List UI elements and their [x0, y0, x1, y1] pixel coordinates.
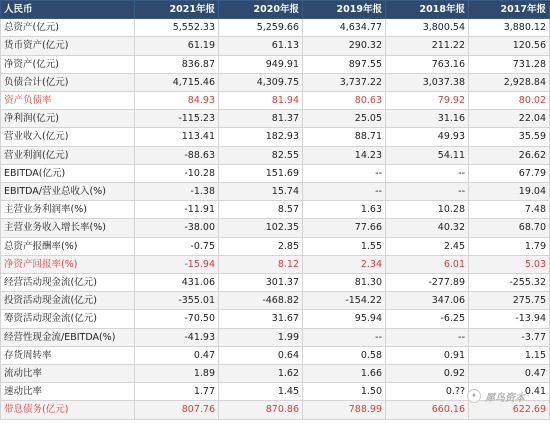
- value-cell: -355.01: [135, 292, 219, 310]
- value-cell: 763.16: [386, 55, 469, 73]
- table-row: [1, 19, 550, 37]
- table-row: [1, 37, 550, 55]
- value-cell: 182.93: [219, 128, 303, 146]
- value-cell: --: [303, 328, 386, 346]
- value-cell: 82.55: [219, 146, 303, 164]
- table-row: [1, 237, 550, 255]
- value-cell: 1.63: [303, 201, 386, 219]
- value-cell: -255.32: [469, 274, 550, 292]
- table-row: [1, 310, 550, 328]
- value-cell: 0.??: [386, 383, 469, 401]
- value-cell: -154.22: [303, 292, 386, 310]
- value-cell: 3,037.38: [386, 73, 469, 91]
- value-cell: 80.63: [303, 92, 386, 110]
- value-cell: 95.94: [303, 310, 386, 328]
- row-label: 流动比率: [1, 365, 135, 383]
- header-row: [1, 1, 550, 19]
- row-label: EBITDA/营业总收入(%): [1, 183, 135, 201]
- table-row: [1, 128, 550, 146]
- header-cell-year: 2021年报: [135, 1, 219, 19]
- value-cell: 15.74: [219, 183, 303, 201]
- value-cell: 88.71: [303, 128, 386, 146]
- value-cell: 2.45: [386, 237, 469, 255]
- table-body: [1, 19, 550, 419]
- row-label: 经营活动现金流(亿元): [1, 274, 135, 292]
- value-cell: 0.47: [135, 346, 219, 364]
- table-row: [1, 255, 550, 273]
- value-cell: -41.93: [135, 328, 219, 346]
- row-label: 速动比率: [1, 383, 135, 401]
- table-row: [1, 219, 550, 237]
- value-cell: 77.66: [303, 219, 386, 237]
- value-cell: -11.91: [135, 201, 219, 219]
- row-label: EBITDA(亿元): [1, 164, 135, 182]
- value-cell: 836.87: [135, 55, 219, 73]
- row-label: 营业利润(亿元): [1, 146, 135, 164]
- value-cell: 211.22: [386, 37, 469, 55]
- value-cell: 1.45: [219, 383, 303, 401]
- value-cell: 61.13: [219, 37, 303, 55]
- value-cell: 870.86: [219, 401, 303, 419]
- value-cell: -0.75: [135, 237, 219, 255]
- value-cell: -15.94: [135, 255, 219, 273]
- value-cell: 8.57: [219, 201, 303, 219]
- row-label: 净资产(亿元): [1, 55, 135, 73]
- value-cell: 113.41: [135, 128, 219, 146]
- row-label: 主营业务收入增长率(%): [1, 219, 135, 237]
- value-cell: 31.16: [386, 110, 469, 128]
- value-cell: 731.28: [469, 55, 550, 73]
- value-cell: --: [386, 183, 469, 201]
- value-cell: 0.92: [386, 365, 469, 383]
- value-cell: 3,737.22: [303, 73, 386, 91]
- value-cell: 19.04: [469, 183, 550, 201]
- value-cell: 14.23: [303, 146, 386, 164]
- value-cell: 1.50: [303, 383, 386, 401]
- value-cell: 120.56: [469, 37, 550, 55]
- value-cell: 3,880.12: [469, 19, 550, 37]
- value-cell: 290.32: [303, 37, 386, 55]
- value-cell: -13.94: [469, 310, 550, 328]
- value-cell: 40.32: [386, 219, 469, 237]
- row-label: 净利润(亿元): [1, 110, 135, 128]
- value-cell: 54.11: [386, 146, 469, 164]
- value-cell: 807.76: [135, 401, 219, 419]
- row-label: 营业收入(亿元): [1, 128, 135, 146]
- value-cell: 431.06: [135, 274, 219, 292]
- table-row: [1, 328, 550, 346]
- value-cell: 79.92: [386, 92, 469, 110]
- header-cell-year: 2017年报: [469, 1, 550, 19]
- value-cell: --: [386, 164, 469, 182]
- value-cell: 1.89: [135, 365, 219, 383]
- value-cell: 7.48: [469, 201, 550, 219]
- value-cell: --: [303, 183, 386, 201]
- value-cell: -3.77: [469, 328, 550, 346]
- row-label: 筹资活动现金流(亿元): [1, 310, 135, 328]
- watermark: [467, 388, 547, 404]
- value-cell: -38.00: [135, 219, 219, 237]
- row-label: 资产负债率: [1, 92, 135, 110]
- value-cell: -1.38: [135, 183, 219, 201]
- value-cell: 2.85: [219, 237, 303, 255]
- header-cell-year: 2020年报: [219, 1, 303, 19]
- value-cell: 622.69: [469, 401, 550, 419]
- value-cell: 5,259.66: [219, 19, 303, 37]
- value-cell: 0.64: [219, 346, 303, 364]
- row-label: 经营性现金流/EBITDA(%): [1, 328, 135, 346]
- value-cell: 8.12: [219, 255, 303, 273]
- header-cell-year: 2019年报: [303, 1, 386, 19]
- row-label: 净资产回报率(%): [1, 255, 135, 273]
- value-cell: 25.05: [303, 110, 386, 128]
- row-label: 负债合计(亿元): [1, 73, 135, 91]
- value-cell: 81.30: [303, 274, 386, 292]
- value-cell: --: [303, 164, 386, 182]
- table-row: [1, 73, 550, 91]
- value-cell: -6.25: [386, 310, 469, 328]
- table-row: [1, 55, 550, 73]
- value-cell: 81.94: [219, 92, 303, 110]
- value-cell: 1.79: [469, 237, 550, 255]
- value-cell: 35.59: [469, 128, 550, 146]
- value-cell: -277.89: [386, 274, 469, 292]
- value-cell: 31.67: [219, 310, 303, 328]
- table-row: [1, 92, 550, 110]
- value-cell: 1.77: [135, 383, 219, 401]
- value-cell: 1.62: [219, 365, 303, 383]
- row-label: 总资产(亿元): [1, 19, 135, 37]
- value-cell: 4,634.77: [303, 19, 386, 37]
- value-cell: -468.82: [219, 292, 303, 310]
- row-label: 带息债务(亿元): [1, 401, 135, 419]
- value-cell: 949.91: [219, 55, 303, 73]
- value-cell: 0.47: [469, 365, 550, 383]
- value-cell: -10.28: [135, 164, 219, 182]
- value-cell: 81.37: [219, 110, 303, 128]
- value-cell: 68.70: [469, 219, 550, 237]
- value-cell: 0.41: [469, 383, 550, 401]
- value-cell: 0.91: [386, 346, 469, 364]
- value-cell: 22.04: [469, 110, 550, 128]
- value-cell: -88.63: [135, 146, 219, 164]
- row-label: 总资产报酬率(%): [1, 237, 135, 255]
- value-cell: 61.19: [135, 37, 219, 55]
- table-row: [1, 201, 550, 219]
- table-header: [1, 1, 550, 19]
- value-cell: 897.55: [303, 55, 386, 73]
- value-cell: 1.15: [469, 346, 550, 364]
- table-row: [1, 346, 550, 364]
- row-label: 主营业务利润率(%): [1, 201, 135, 219]
- row-label: 投资活动现金流(亿元): [1, 292, 135, 310]
- table-row: [1, 292, 550, 310]
- value-cell: 275.75: [469, 292, 550, 310]
- value-cell: 102.35: [219, 219, 303, 237]
- value-cell: 2,928.84: [469, 73, 550, 91]
- bird-logo-icon: ✦: [467, 389, 481, 403]
- value-cell: 5.03: [469, 255, 550, 273]
- value-cell: 301.37: [219, 274, 303, 292]
- value-cell: 4,715.46: [135, 73, 219, 91]
- row-label: 存货周转率: [1, 346, 135, 364]
- table-row: [1, 274, 550, 292]
- value-cell: 84.93: [135, 92, 219, 110]
- value-cell: -70.50: [135, 310, 219, 328]
- value-cell: 347.06: [386, 292, 469, 310]
- row-label: 货币资产(亿元): [1, 37, 135, 55]
- header-cell-year: 2018年报: [386, 1, 469, 19]
- value-cell: 5,552.33: [135, 19, 219, 37]
- value-cell: 1.55: [303, 237, 386, 255]
- value-cell: 26.62: [469, 146, 550, 164]
- value-cell: 49.93: [386, 128, 469, 146]
- table-row: [1, 183, 550, 201]
- header-cell-label: 人民币: [1, 1, 135, 19]
- value-cell: 788.99: [303, 401, 386, 419]
- value-cell: 660.16: [386, 401, 469, 419]
- value-cell: 6.01: [386, 255, 469, 273]
- table-row: [1, 365, 550, 383]
- value-cell: 10.28: [386, 201, 469, 219]
- value-cell: 0.58: [303, 346, 386, 364]
- value-cell: 4,309.75: [219, 73, 303, 91]
- value-cell: 80.02: [469, 92, 550, 110]
- value-cell: 67.79: [469, 164, 550, 182]
- watermark-text: 犀鸟资本: [485, 392, 525, 404]
- value-cell: --: [386, 328, 469, 346]
- value-cell: -115.23: [135, 110, 219, 128]
- value-cell: 3,800.54: [386, 19, 469, 37]
- value-cell: 1.99: [219, 328, 303, 346]
- table-row: [1, 146, 550, 164]
- value-cell: 1.66: [303, 365, 386, 383]
- value-cell: 151.69: [219, 164, 303, 182]
- table-row: [1, 110, 550, 128]
- table-row: [1, 164, 550, 182]
- value-cell: 2.34: [303, 255, 386, 273]
